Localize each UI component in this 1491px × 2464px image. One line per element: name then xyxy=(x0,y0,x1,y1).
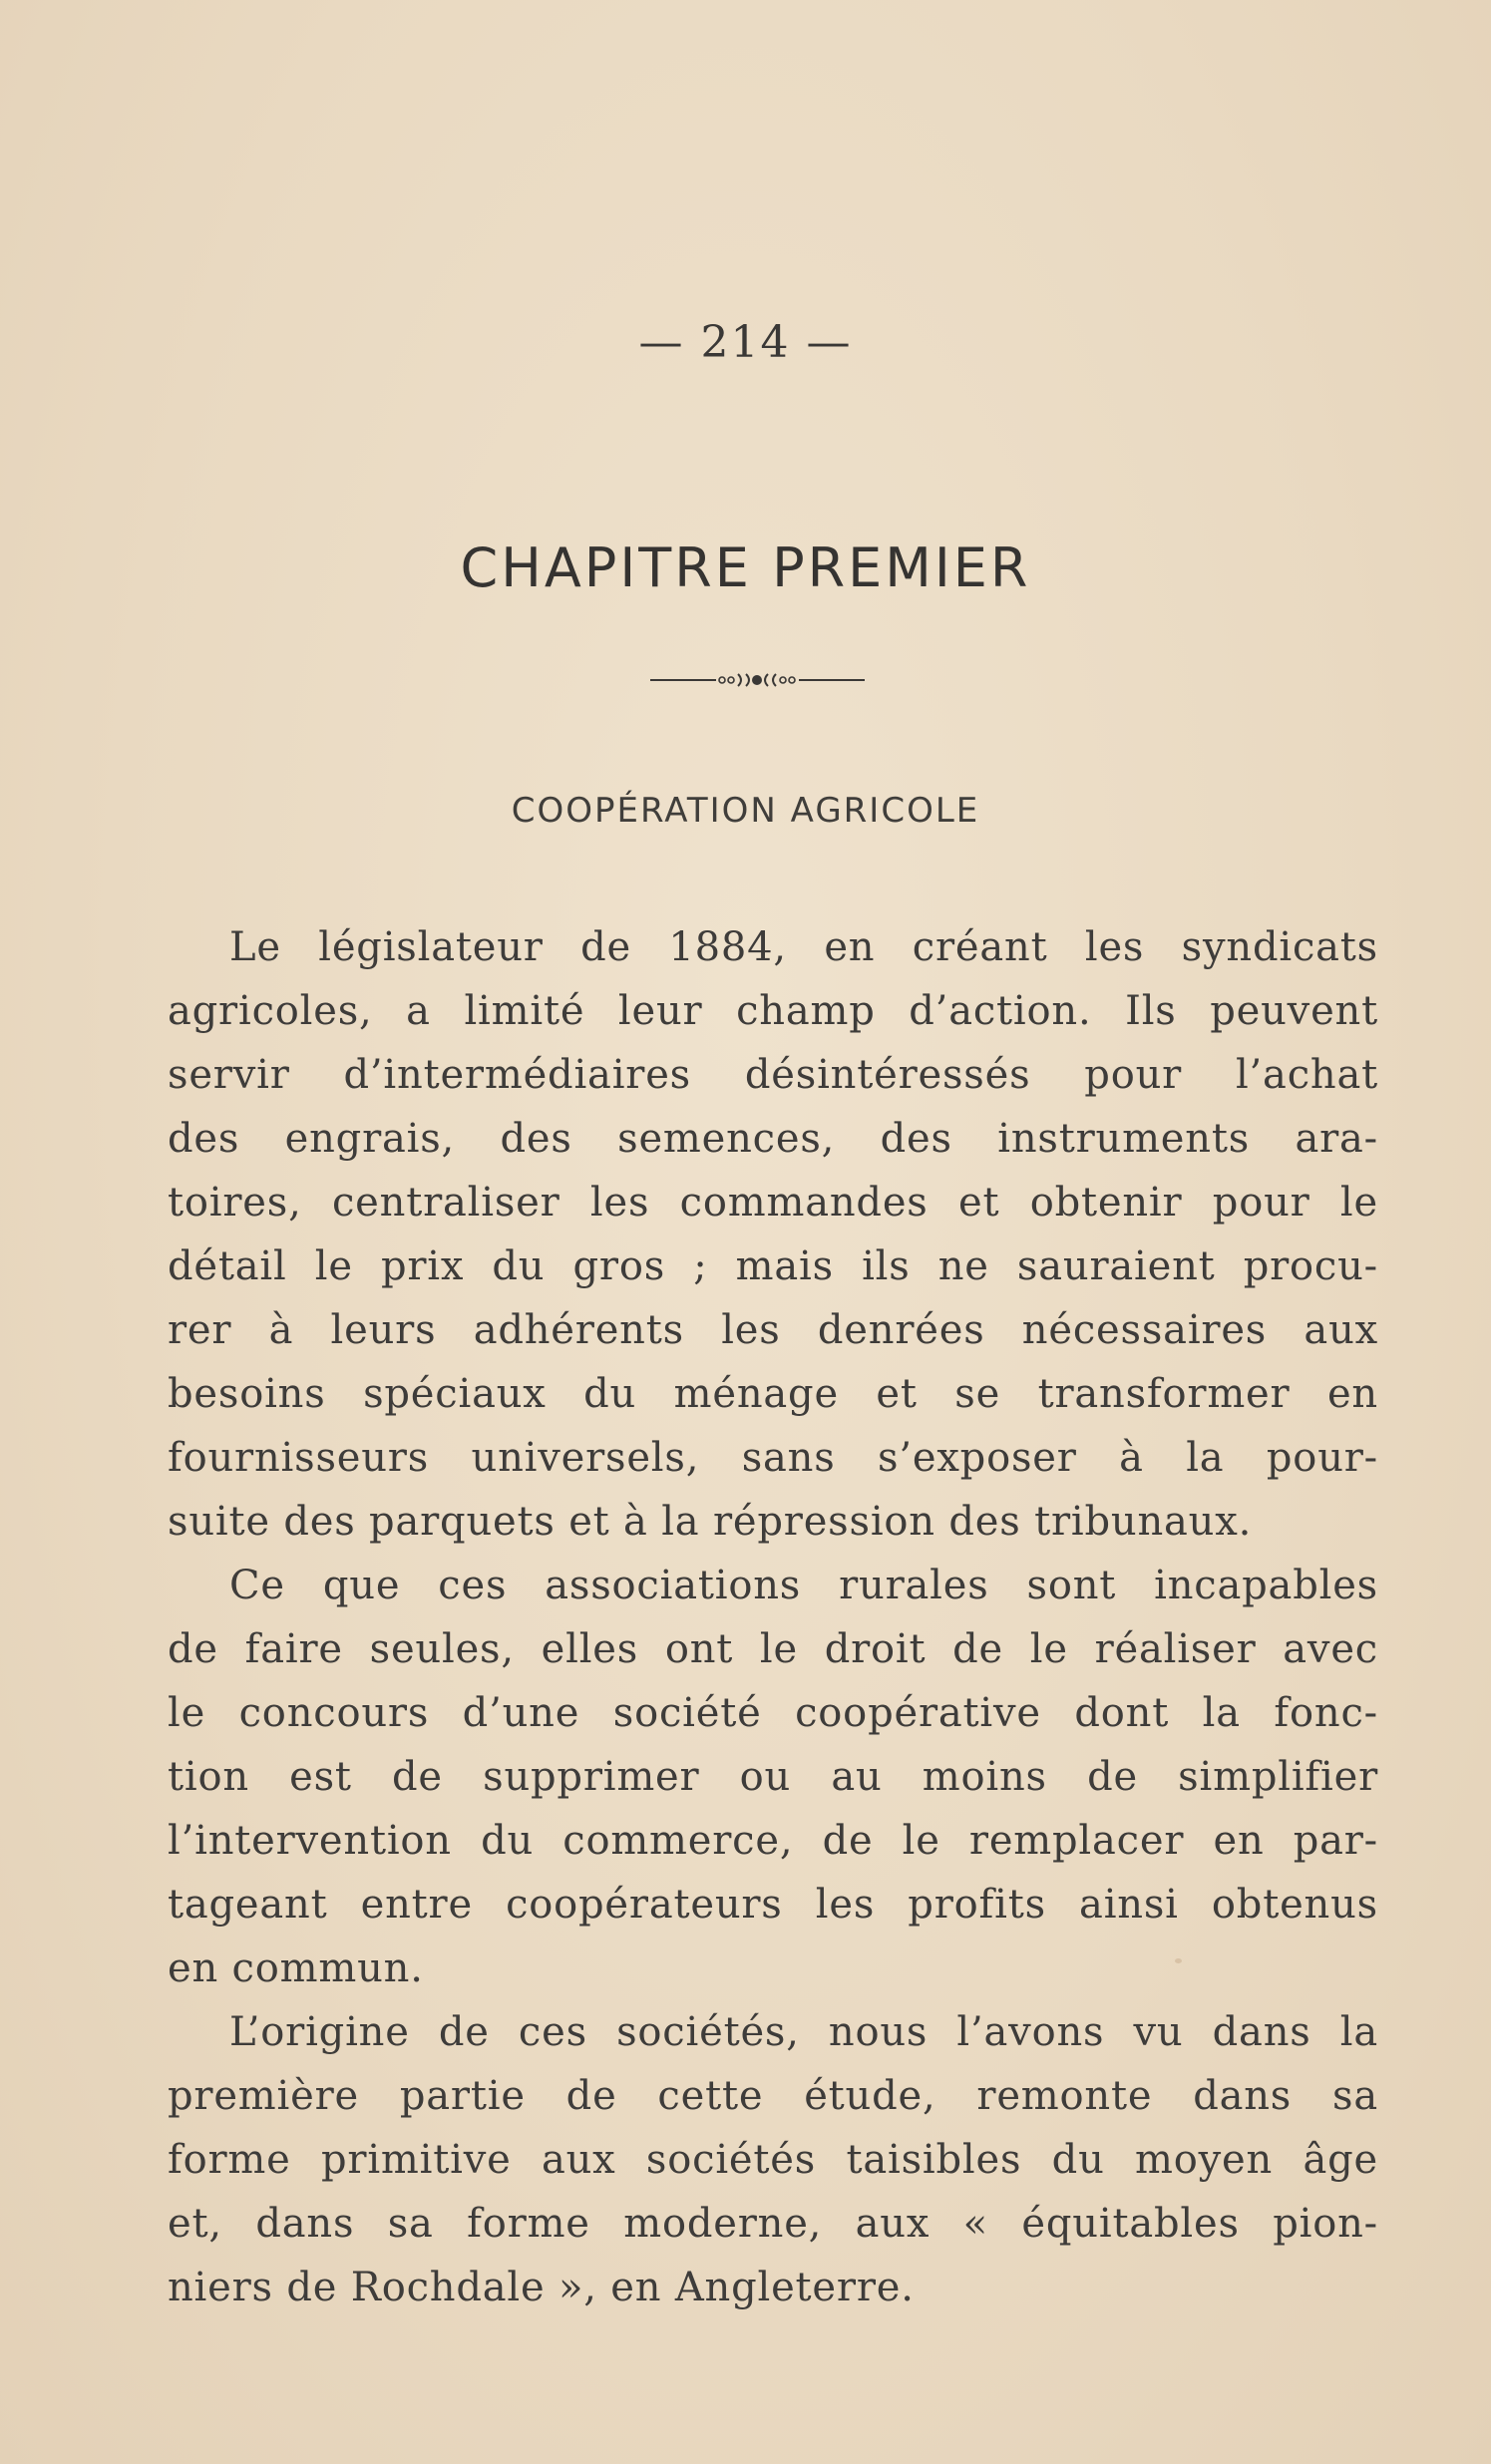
text-line: et, dans sa forme moderne, aux « équitables pion- xyxy=(168,2201,1378,2247)
body-text xyxy=(168,915,1378,2319)
text-line: fournisseurs universels, sans s’exposer à la pour- xyxy=(168,1435,1378,1481)
text-line: servir d’intermédiaires désintéressés pour l’achat xyxy=(168,1052,1378,1098)
text-line: niers de Rochdale », en Angleterre. xyxy=(168,2265,915,2310)
text-line: détail le prix du gros ; mais ils ne sauraient procu- xyxy=(168,1243,1378,1289)
text-line: en commun. xyxy=(168,1945,424,1991)
text-line: suite des parquets et à la répression des tribunaux. xyxy=(168,1499,1253,1545)
section-title: COOPÉRATION AGRICOLE xyxy=(511,791,980,831)
page-number: — 214 — xyxy=(638,317,853,368)
text-line: première partie de cette étude, remonte dans sa xyxy=(168,2073,1378,2119)
paper-speck xyxy=(1175,1958,1182,1963)
text-line: de faire seules, elles ont le droit de le réaliser avec xyxy=(168,1626,1378,1672)
text-line: tageant entre coopérateurs les profits ainsi obtenus xyxy=(168,1882,1378,1928)
ornamental-rule-icon xyxy=(650,668,865,692)
text-line: Le législateur de 1884, en créant les syndicats xyxy=(229,924,1378,970)
text-line: des engrais, des semences, des instruments ara- xyxy=(168,1116,1378,1162)
text-line: le concours d’une société coopérative dont la fonc- xyxy=(168,1690,1378,1736)
chapter-title: CHAPITRE PREMIER xyxy=(460,536,1031,599)
text-line: l’intervention du commerce, de le remplacer en par- xyxy=(168,1818,1378,1864)
text-line: toires, centraliser les commandes et obtenir pour le xyxy=(168,1180,1378,1226)
text-line: forme primitive aux sociétés taisibles du moyen âge xyxy=(168,2137,1378,2183)
text-line: L’origine de ces sociétés, nous l’avons vu dans la xyxy=(229,2009,1378,2055)
text-line: besoins spéciaux du ménage et se transformer en xyxy=(168,1371,1378,1417)
text-line: rer à leurs adhérents les denrées nécessaires aux xyxy=(168,1307,1378,1353)
text-line: tion est de supprimer ou au moins de simplifier xyxy=(168,1754,1378,1800)
text-line: Ce que ces associations rurales sont incapables xyxy=(229,1563,1378,1608)
text-line: agricoles, a limité leur champ d’action. Ils peuvent xyxy=(168,988,1378,1034)
